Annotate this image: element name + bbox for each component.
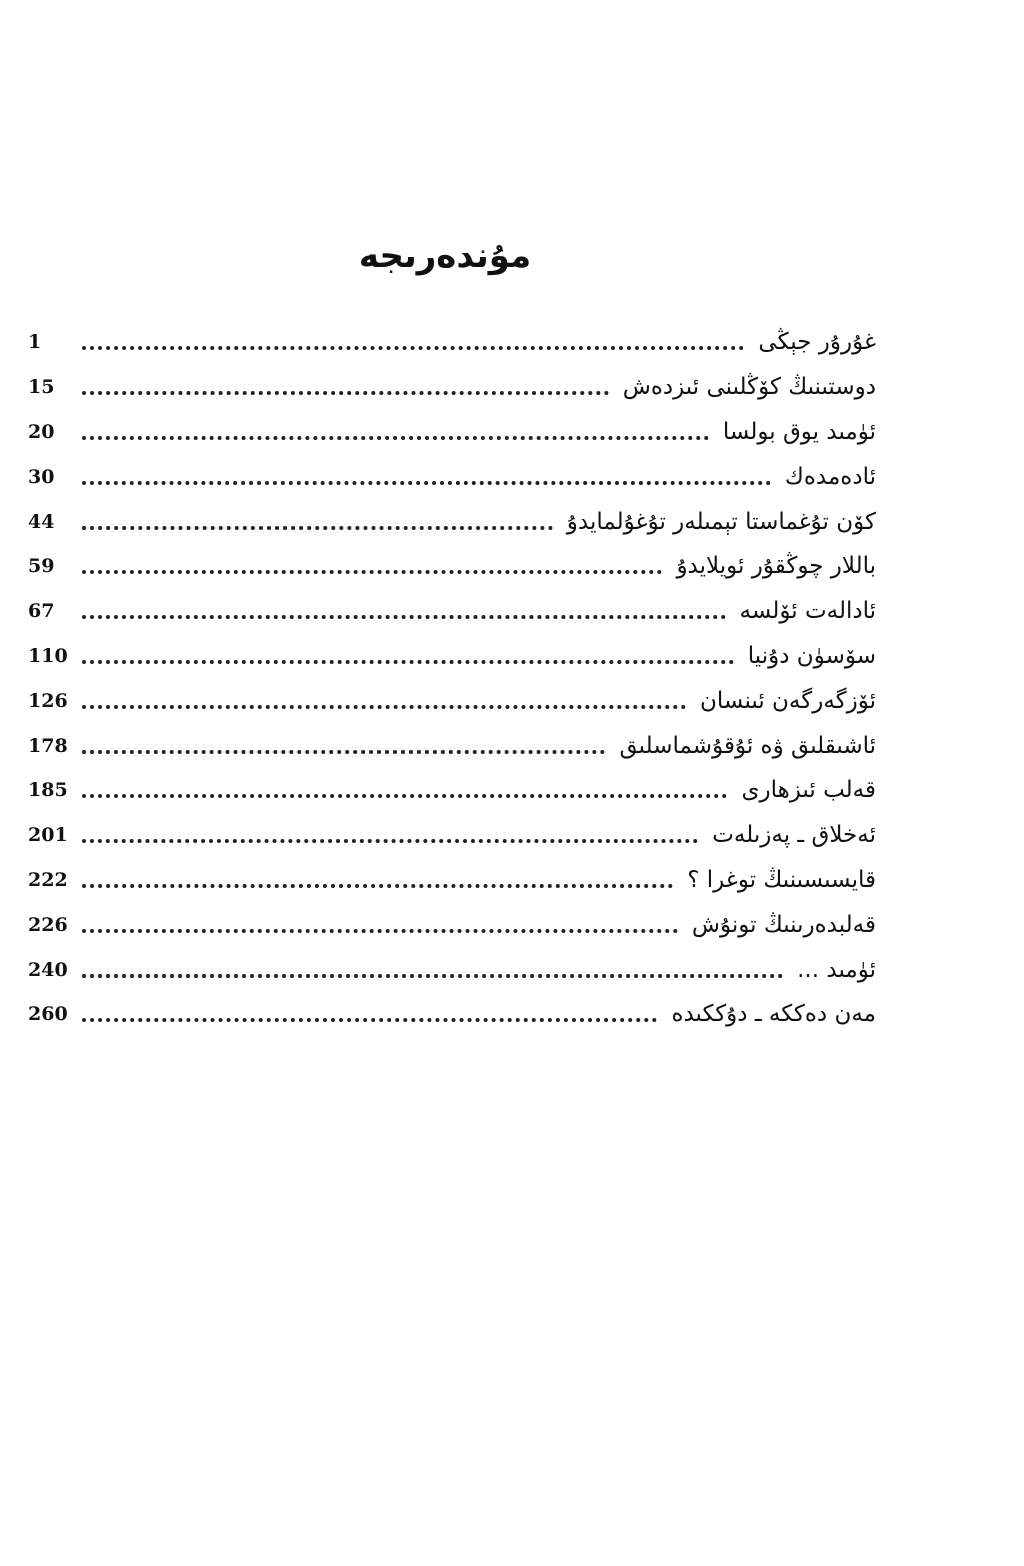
toc-page-number: 260 (28, 1003, 68, 1026)
dot-leader (82, 436, 709, 440)
toc-page-number: 15 (28, 376, 55, 399)
toc-entry-title: غۇرۇر جېڭى (758, 329, 876, 356)
toc-page-number: 240 (28, 958, 68, 981)
dot-leader (82, 794, 727, 798)
toc-entry (28, 813, 876, 858)
dot-leader (82, 526, 553, 530)
toc-page-number: 178 (28, 734, 68, 757)
toc-entry-title: كۆن تۇغماستا تېمىلەر تۇغۇلمايدۇ (566, 508, 876, 535)
toc-entry-title: ئۈمىد يوق بولسا (722, 418, 876, 445)
toc-entry-title: ئۈمىد ... (797, 956, 876, 983)
dot-leader (82, 346, 744, 350)
toc-entry (28, 947, 876, 992)
dot-leader (82, 615, 726, 619)
dot-leader (82, 750, 605, 754)
dot-leader (82, 884, 673, 888)
toc-entry-title: ئۆزگەرگەن ئىنسان (700, 687, 876, 714)
dot-leader (82, 570, 662, 574)
dot-leader (82, 481, 771, 485)
toc-entry-title: ئەخلاق ـ پەزىلەت (712, 822, 876, 849)
toc-entry-title: ئادەمدەك (784, 463, 876, 490)
toc-page-number: 110 (28, 644, 68, 667)
toc-page-number: 185 (28, 779, 68, 802)
toc-page-number: 201 (28, 824, 68, 847)
toc-entry (28, 678, 876, 723)
toc-page-number: 126 (28, 689, 68, 712)
toc-entry-title: قايسىسىنىڭ توغرا ؟ (687, 866, 876, 893)
toc-page-number: 1 (28, 331, 42, 354)
toc-entry (28, 902, 876, 947)
toc-page-number: 59 (28, 555, 55, 578)
toc-page-number: 67 (28, 600, 55, 623)
toc-page-number: 20 (28, 420, 55, 443)
toc-page-number: 226 (28, 913, 68, 936)
toc-entry (28, 410, 876, 455)
toc-entry-title: قەلب ئىزھارى (741, 777, 876, 804)
toc-entry (28, 723, 876, 768)
toc-entry (28, 320, 876, 365)
toc-entry-title: مەن دەككە ـ دۇككىدە (671, 1001, 876, 1028)
toc-entry-title: دوستىنىڭ كۆڭلىنى ئىزدەش (622, 374, 876, 401)
table-of-contents (28, 320, 876, 1037)
toc-entry (28, 454, 876, 499)
toc-entry-title: سۆسۈن دۇنيا (747, 642, 876, 669)
toc-entry (28, 768, 876, 813)
dot-leader (82, 705, 686, 709)
dot-leader (82, 1018, 657, 1022)
toc-page-number: 222 (28, 868, 68, 891)
dot-leader (82, 391, 609, 395)
dot-leader (82, 660, 734, 664)
toc-entry-title: باللار چوڭقۇر ئويلايدۇ (676, 553, 876, 580)
toc-entry (28, 589, 876, 634)
contents-heading: مۇندەرىجە (358, 236, 532, 276)
toc-entry (28, 499, 876, 544)
toc-entry-title: قەلبدەرىنىڭ تونۇش (691, 911, 876, 938)
toc-entry-title: ئاشىقلىق ۋە ئۇقۇشماسلىق (619, 732, 876, 759)
dot-leader (82, 839, 698, 843)
toc-entry (28, 992, 876, 1037)
toc-page-number: 44 (28, 510, 55, 533)
toc-entry (28, 365, 876, 410)
toc-entry (28, 544, 876, 589)
dot-leader (82, 974, 783, 978)
dot-leader (82, 929, 678, 933)
toc-entry (28, 634, 876, 679)
toc-entry (28, 858, 876, 903)
toc-page-number: 30 (28, 465, 55, 488)
toc-entry-title: ئادالەت ئۆلسە (739, 598, 876, 625)
